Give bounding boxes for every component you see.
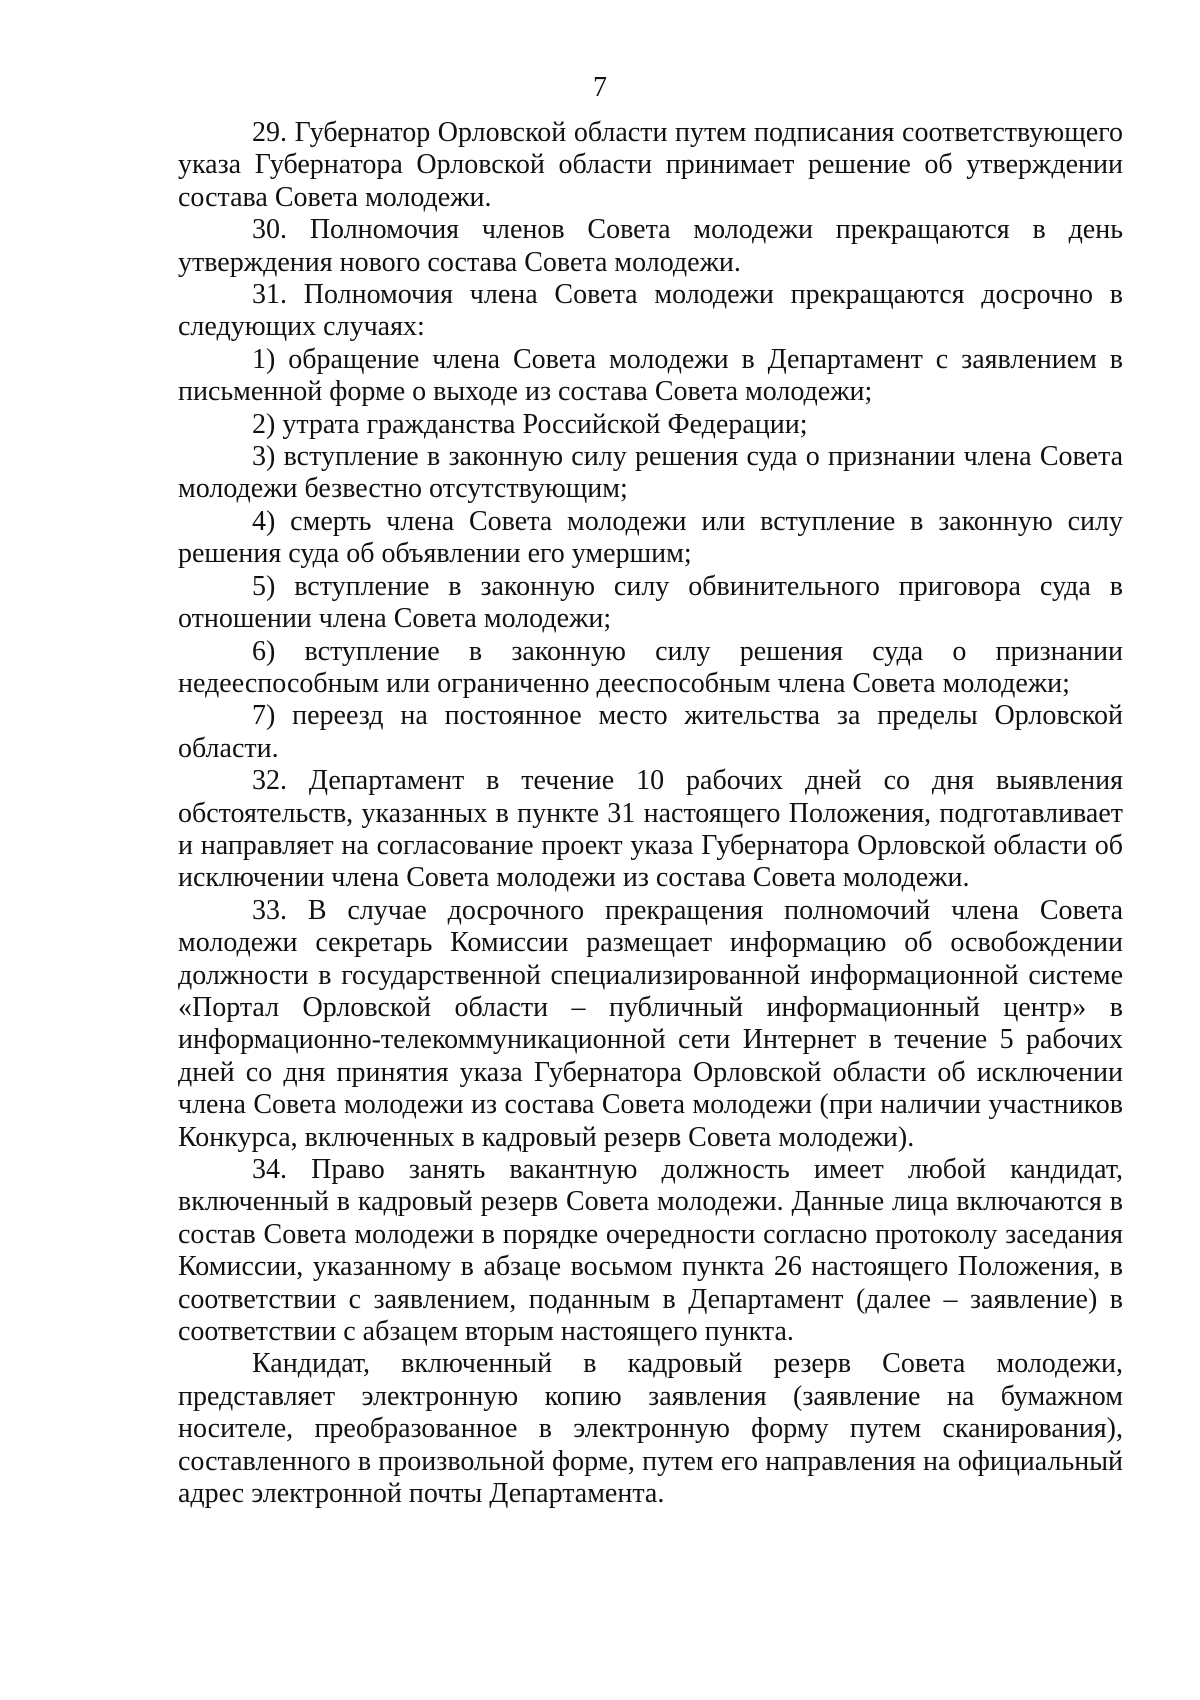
paragraph-34: 34. Право занять вакантную должность имеет любой кандидат, включенный в кадровый резерв Совета молодежи. Данные лица включаются в состав Совета молодежи в порядке очередности согласно протоколу заседания Комиссии, указанному в абзаце восьмом пункта 26 настоящего Положения, в соответствии с заявлением, поданным в Департамент (далее – заявление) в соответствии с абзацем вторым настоящего пункта. — [178, 1154, 1123, 1348]
paragraph-33: 33. В случае досрочного прекращения полномочий члена Совета молодежи секретарь Комиссии размещает информацию об освобождении должности в государственной специализированной информационной системе «Портал Орловской области – публичный информационный центр» в информационно-телекоммуникационной сети Интернет в течение 5 рабочих дней со дня принятия указа Губернатора Орловской области об исключении члена Совета молодежи из состава Совета молодежи (при наличии участников Конкурса, включенных в кадровый резерв Совета молодежи). — [178, 894, 1123, 1153]
list-item-2: 2) утрата гражданства Российской Федерации; — [252, 408, 808, 440]
paragraph-32: 32. Департамент в течение 10 рабочих дней со дня выявления обстоятельств, указанных в пункте 31 настоящего Положения, подготавливает и направляет на согласование проект указа Губернатора Орловской области об исключении члена Совета молодежи из состава Совета молодежи. — [178, 765, 1123, 894]
paragraph-29: 29. Губернатор Орловской области путем подписания соответствующего указа Губернатора Орловской области принимает решение об утверждении состава Совета молодежи. — [178, 117, 1123, 213]
paragraph-30: 30. Полномочия членов Совета молодежи прекращаются в день утверждения нового состава Совета молодежи. — [178, 214, 1123, 278]
page-number: 7 — [593, 72, 607, 103]
paragraph-31: 31. Полномочия члена Совета молодежи прекращаются досрочно в следующих случаях: — [178, 279, 1123, 343]
list-item-4: 4) смерть члена Совета молодежи или вступление в законную силу решения суда об объявлении его умершим; — [178, 505, 1123, 570]
document-body — [178, 117, 1123, 1510]
list-item-6: 6) вступление в законную силу решения суда о признании недееспособным или ограниченно дееспособным члена Совета молодежи; — [178, 635, 1123, 699]
list-item-1: 1) обращение члена Совета молодежи в Департамент с заявлением в письменной форме о выходе из состава Совета молодежи; — [178, 343, 1123, 408]
paragraph-34-candidate: Кандидат, включенный в кадровый резерв Совета молодежи, представляет электронную копию заявления (заявление на бумажном носителе, преобразованное в электронную форму путем сканирования), составленного в произвольной форме, путем его направления на официальный адрес электронной почты Департамента. — [178, 1348, 1123, 1510]
list-item-3: 3) вступление в законную силу решения суда о признании члена Совета молодежи безвестно отсутствующим; — [178, 441, 1123, 505]
list-item-7: 7) переезд на постоянное место жительства за пределы Орловской области. — [178, 700, 1123, 764]
list-item-5: 5) вступление в законную силу обвинительного приговора суда в отношении члена Совета молодежи; — [178, 570, 1123, 635]
